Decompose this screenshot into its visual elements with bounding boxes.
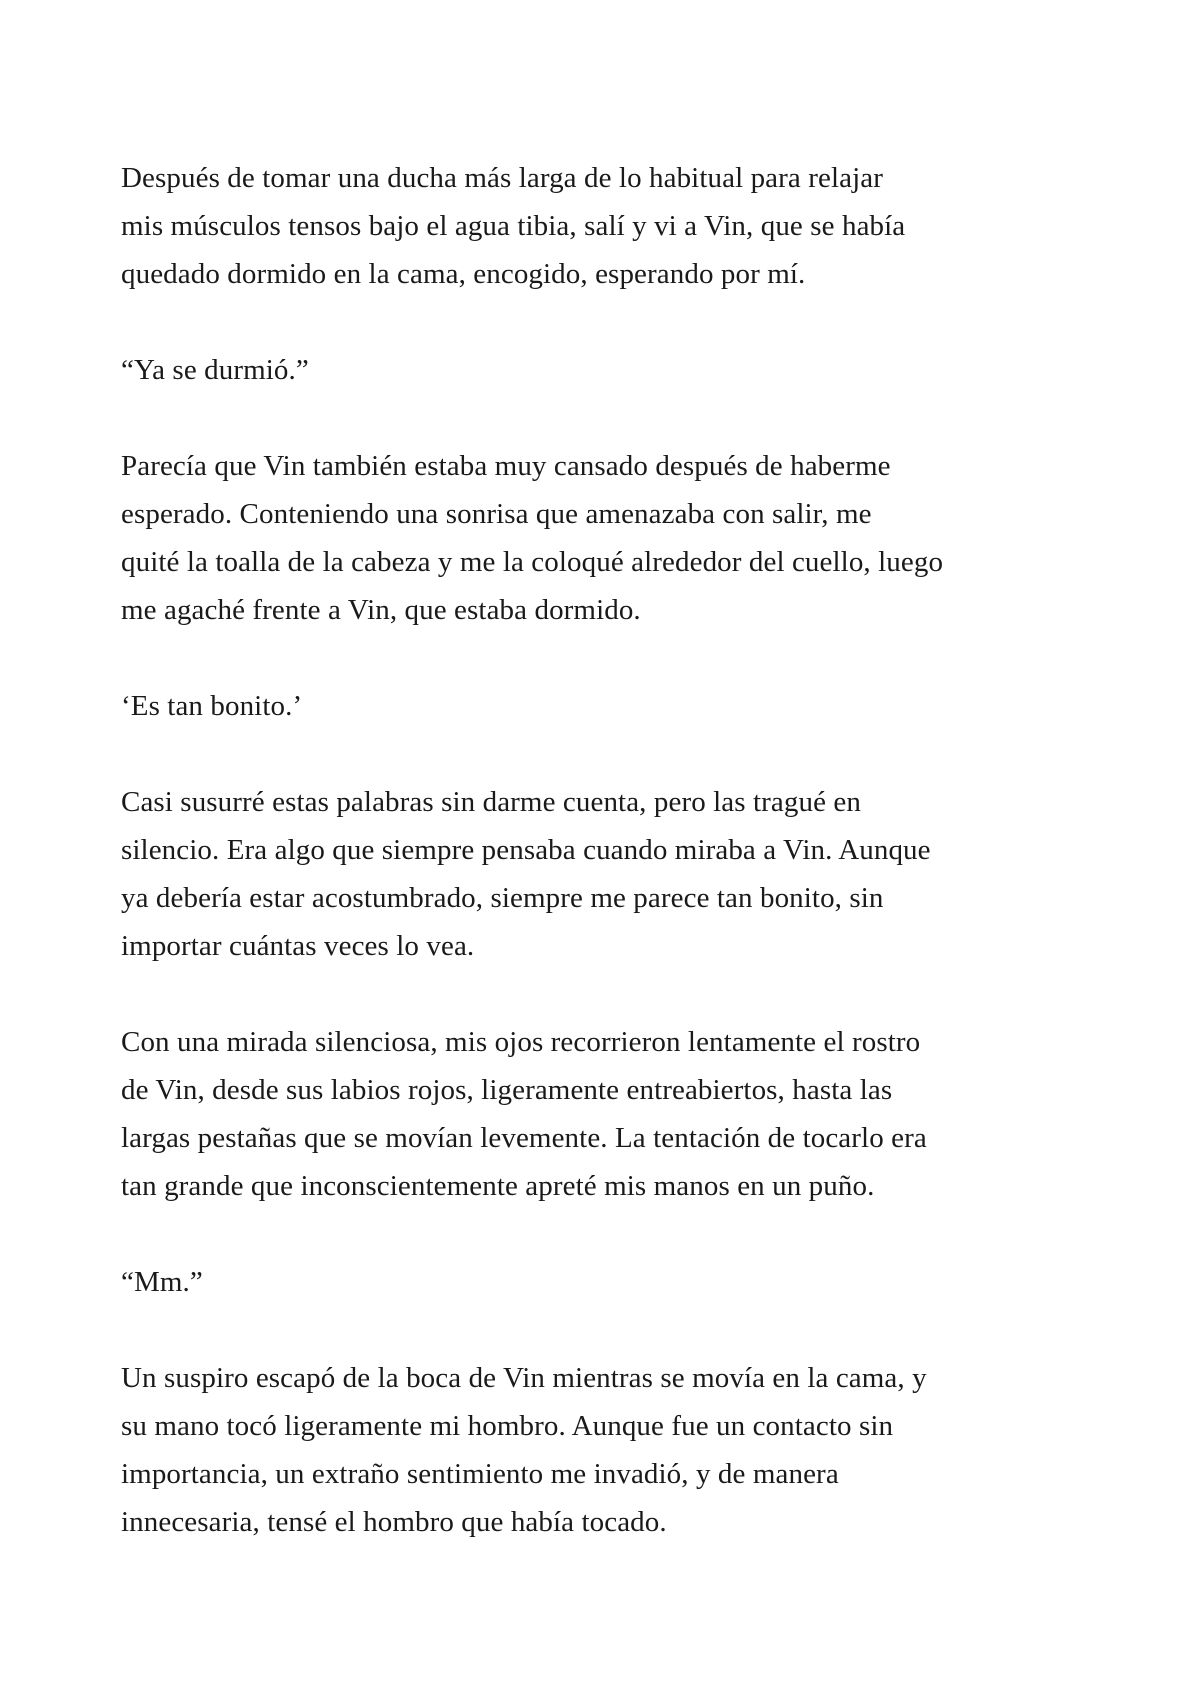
text-line: Después de tomar una ducha más larga de lo habitual para relajar [121,162,883,194]
text-line: largas pestañas que se movían levemente. La tentación de tocarlo era [121,1122,927,1154]
text-line: Con una mirada silenciosa, mis ojos recorrieron lentamente el rostro [121,1026,921,1058]
paragraph [121,1258,1101,1306]
text-line: “Mm.” [121,1266,203,1298]
document-page [121,154,1101,1594]
text-line: ‘Es tan bonito.’ [121,690,303,722]
text-line: ya debería estar acostumbrado, siempre me parece tan bonito, sin [121,882,884,914]
text-line: importancia, un extraño sentimiento me invadió, y de manera [121,1458,839,1490]
text-line: me agaché frente a Vin, que estaba dormido. [121,594,641,626]
text-line: innecesaria, tensé el hombro que había tocado. [121,1506,667,1538]
text-line: su mano tocó ligeramente mi hombro. Aunque fue un contacto sin [121,1410,894,1442]
text-line: silencio. Era algo que siempre pensaba cuando miraba a Vin. Aunque [121,834,931,866]
text-line: mis músculos tensos bajo el agua tibia, salí y vi a Vin, que se había [121,210,906,242]
text-line: quité la toalla de la cabeza y me la coloqué alrededor del cuello, luego [121,546,944,578]
paragraph [121,1018,1101,1210]
text-line: Parecía que Vin también estaba muy cansado después de haberme [121,450,891,482]
paragraph [121,154,1101,298]
paragraph [121,442,1101,634]
text-line: de Vin, desde sus labios rojos, ligeramente entreabiertos, hasta las [121,1074,893,1106]
text-line: Un suspiro escapó de la boca de Vin mientras se movía en la cama, y [121,1362,927,1394]
text-line: “Ya se durmió.” [121,354,309,386]
paragraph [121,682,1101,730]
paragraph [121,346,1101,394]
text-line: Casi susurré estas palabras sin darme cuenta, pero las tragué en [121,786,861,818]
text-line: importar cuántas veces lo vea. [121,930,475,962]
paragraph [121,1354,1101,1546]
text-line: quedado dormido en la cama, encogido, esperando por mí. [121,258,806,290]
text-line: esperado. Conteniendo una sonrisa que amenazaba con salir, me [121,498,872,530]
paragraph [121,778,1101,970]
text-line: tan grande que inconscientemente apreté mis manos en un puño. [121,1170,875,1202]
